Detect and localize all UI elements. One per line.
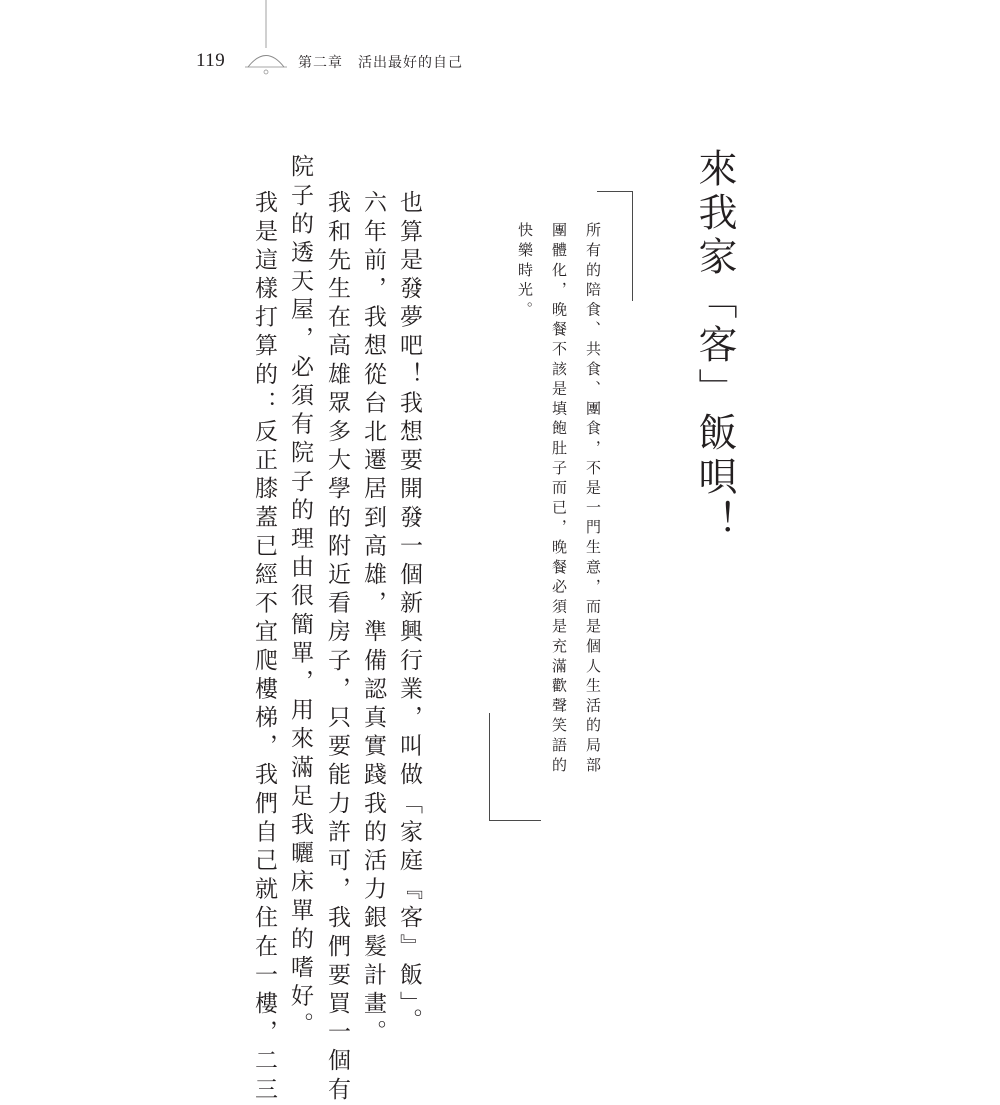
page-number: 119 [196, 50, 226, 71]
body-line: 我是這樣打算的：反正膝蓋已經不宜爬樓梯，我們自己就住在一樓，二三 [251, 190, 277, 1105]
body-line: 我和先生在高雄眾多大學的附近看房子，只要能力許可，我們要買一個有 [324, 190, 350, 1105]
body-line: 六年前，我想從台北遷居到高雄，準備認真實踐我的活力銀髮計畫。 [360, 190, 386, 1048]
page-header [0, 0, 1000, 90]
article-title: 來我家「客」飯唄！ [692, 148, 737, 544]
body-line: 也算是發夢吧！我想要開發一個新興行業，叫做「家庭『客』飯」。 [396, 190, 422, 1037]
quote-line: 所有的陪食、共食、團食，不是一門生意，而是個人生活的局部 [584, 222, 602, 777]
quote-line: 團體化，晚餐不該是填飽肚子而已，晚餐必須是充滿歡聲笑語的 [550, 222, 568, 777]
quote-bottom-rule [489, 820, 541, 821]
quote-line: 快樂時光。 [516, 222, 534, 321]
body-line: 院子的透天屋，必須有院子的理由很簡單，用來滿足我曬床單的嗜好。 [287, 154, 313, 1041]
hanging-lamp-ornament [244, 0, 288, 80]
quote-bottom-rule-vertical [489, 713, 490, 821]
quote-top-rule-vertical [632, 191, 633, 301]
chapter-title: 第二章 活出最好的自己 [298, 55, 463, 71]
quote-top-rule [597, 191, 633, 192]
